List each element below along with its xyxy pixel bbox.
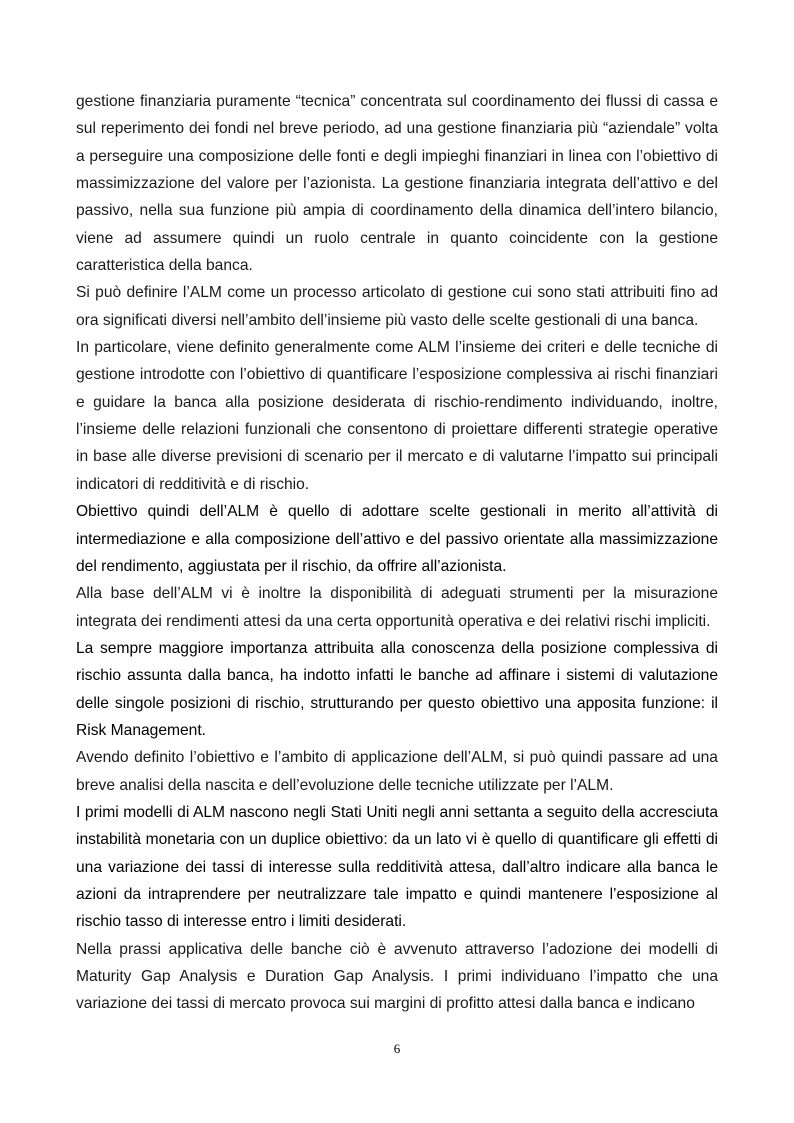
body-text xyxy=(76,88,718,1018)
page-number: 6 xyxy=(393,1041,401,1056)
paragraph-5: Alla base dell’ALM vi è inoltre la disponibilità di adeguati strumenti per la misurazione integrata dei rendimenti attesi da una certa opportunità operativa e dei relativi rischi impliciti. xyxy=(76,585,718,630)
paragraph-3: In particolare, viene definito generalmente come ALM l’insieme dei criteri e delle tecniche di gestione introdotte con l’obiettivo di quantificare l’esposizione complessiva ai rischi finanziari e guidare la banca alla posizione desiderata di rischio-rendimento individuando, inoltre, l’insieme delle relazioni funzionali che consentono di proiettare differenti strategie operative in base alle diverse previsioni di scenario per il mercato e di valutarne l’impatto sui principali indicatori di redditività e di rischio. xyxy=(76,339,718,493)
paragraph-6: La sempre maggiore importanza attribuita alla conoscenza della posizione complessiva di rischio assunta dalla banca, ha indotto infatti le banche ad affinare i sistemi di valutazione delle singole posizioni di rischio, strutturando per questo obiettivo una apposita funzione: il Risk Management. xyxy=(76,639,718,739)
paragraph-2: Si può definire l’ALM come un processo articolato di gestione cui sono stati attribuiti fino ad ora significati diversi nell’ambito dell’insieme più vasto delle scelte gestionali di una banca. xyxy=(76,284,718,329)
paragraph-4: Obiettivo quindi dell’ALM è quello di adottare scelte gestionali in merito all’attività di intermediazione e alla composizione dell’attivo e del passivo orientate alla massimizzazione del rendimento, aggiustata per il rischio, da offrire all’azionista. xyxy=(76,503,718,575)
paragraph-8: I primi modelli di ALM nascono negli Stati Uniti negli anni settanta a seguito della accresciuta instabilità monetaria con un duplice obiettivo: da un lato vi è quello di quantificare gli effetti di una variazione dei tassi di interesse sulla redditività attesa, dall’altro indicare alla banca le azioni da intraprendere per neutralizzare tale impatto e quindi mantenere l’esposizione al rischio tasso di interesse entro i limiti desiderati. xyxy=(76,803,718,931)
paragraph-1: gestione finanziaria puramente “tecnica” concentrata sul coordinamento dei flussi di cassa e sul reperimento dei fondi nel breve periodo, ad una gestione finanziaria più “aziendale” volta a perseguire una composizione delle fonti e degli impieghi finanziari in linea con l’obiettivo di massimizzazione del valore per l’azionista. La gestione finanziaria integrata dell’attivo e del passivo, nella sua funzione più ampia di coordinamento della dinamica dell’intero bilancio, viene ad assumere quindi un ruolo centrale in quanto coincidente con la gestione caratteristica della banca. xyxy=(76,93,718,275)
paragraph-7: Avendo definito l’obiettivo e l’ambito di applicazione dell’ALM, si può quindi passare ad una breve analisi della nascita e dell’evoluzione delle tecniche utilizzate per l’ALM. xyxy=(76,749,718,794)
paragraph-9: Nella prassi applicativa delle banche ciò è avvenuto attraverso l’adozione dei modelli di Maturity Gap Analysis e Duration Gap Analysis. I primi individuano l’impatto che una variazione dei tassi di mercato provoca sui margini di profitto attesi dalla banca e indicano xyxy=(76,940,718,1013)
